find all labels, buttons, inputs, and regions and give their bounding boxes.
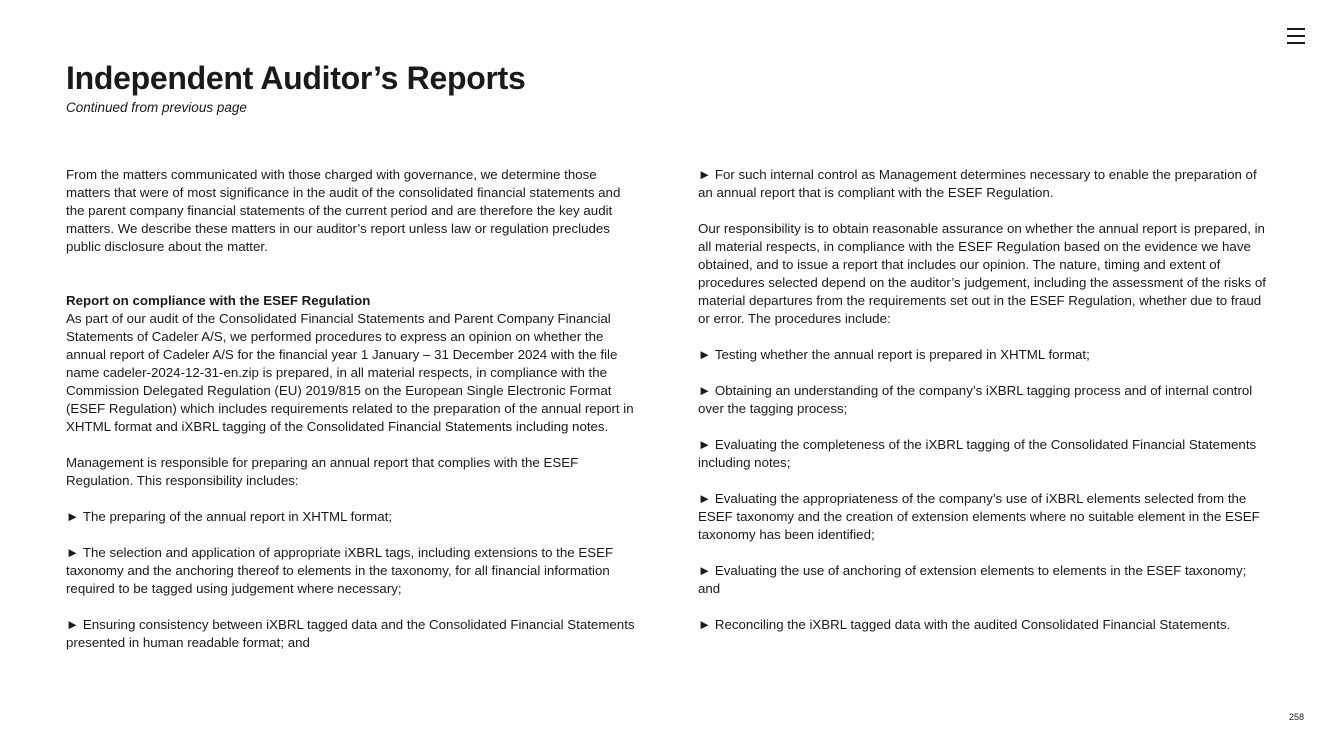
- right-column: [698, 166, 1268, 634]
- page-number: 258: [1289, 712, 1305, 722]
- esef-section-heading: Report on compliance with the ESEF Regulation: [66, 293, 371, 308]
- esef-section-body: As part of our audit of the Consolidated Financial Statements and Parent Company Financial Statements of Cadeler A/S, we performed procedures to express an opinion on whether the annual report of Cadeler A/S for the financial year 1 January – 31 December 2024 with the file name cadeler-2024-12-31-en.zip is prepared, in all material respects, in compliance with the Commission Delegated Regulation (EU) 2019/815 on the European Single Electronic Format (ESEF Regulation) which includes requirements related to the preparation of the annual report in XHTML format and iXBRL tagging of the Consolidated Financial Statements including notes.: [66, 311, 634, 434]
- page-title: Independent Auditor’s Reports: [66, 60, 526, 96]
- responsibility-paragraph: Our responsibility is to obtain reasonable assurance on whether the annual report is prepared, in all material respects, in compliance with the ESEF Regulation based on the evidence we have obtained, and to issue a report that includes our opinion. The nature, timing and extent of procedures selected depend on the auditor’s judgement, including the assessment of the risks of material departures from the requirements set out in the ESEF Regulation, whether due to fraud or error. The procedures include:: [698, 221, 1266, 326]
- page-subtitle: Continued from previous page: [66, 100, 247, 115]
- list-item: ► Evaluating the appropriateness of the company’s use of iXBRL elements selected from the ESEF taxonomy and the creation of extension elements where no suitable element in the ESEF taxonomy has been identified;: [698, 490, 1268, 544]
- management-intro: Management is responsible for preparing an annual report that complies with the ESEF Regulation. This responsibility includes:: [66, 455, 579, 488]
- list-item: ► The preparing of the annual report in XHTML format;: [66, 508, 638, 526]
- list-item: ► Testing whether the annual report is prepared in XHTML format;: [698, 346, 1268, 364]
- list-item: ► For such internal control as Management determines necessary to enable the preparation of an annual report that is compliant with the ESEF Regulation.: [698, 166, 1268, 202]
- menu-bar-middle: [1287, 35, 1305, 37]
- left-column: [66, 166, 638, 652]
- list-item: ► Evaluating the use of anchoring of extension elements to elements in the ESEF taxonomy; and: [698, 562, 1268, 598]
- menu-bar-bottom: [1287, 42, 1305, 44]
- list-item: ► Evaluating the completeness of the iXBRL tagging of the Consolidated Financial Statements including notes;: [698, 436, 1268, 472]
- list-item: ► Ensuring consistency between iXBRL tagged data and the Consolidated Financial Statements presented in human readable format; and: [66, 616, 638, 652]
- intro-paragraph: From the matters communicated with those charged with governance, we determine those matters that were of most significance in the audit of the consolidated financial statements and the parent company financial statements of the current period and are therefore the key audit matters. We describe these matters in our auditor’s report unless law or regulation precludes public disclosure about the matter.: [66, 167, 621, 254]
- menu-bar-top: [1287, 28, 1305, 30]
- hamburger-menu-icon[interactable]: [1287, 28, 1305, 44]
- list-item: ► The selection and application of appropriate iXBRL tags, including extensions to the ESEF taxonomy and the anchoring thereof to elements in the taxonomy, for all financial information required to be tagged using judgement where necessary;: [66, 544, 638, 598]
- list-item: ► Obtaining an understanding of the company’s iXBRL tagging process and of internal control over the tagging process;: [698, 382, 1268, 418]
- list-item: ► Reconciling the iXBRL tagged data with the audited Consolidated Financial Statements.: [698, 616, 1268, 634]
